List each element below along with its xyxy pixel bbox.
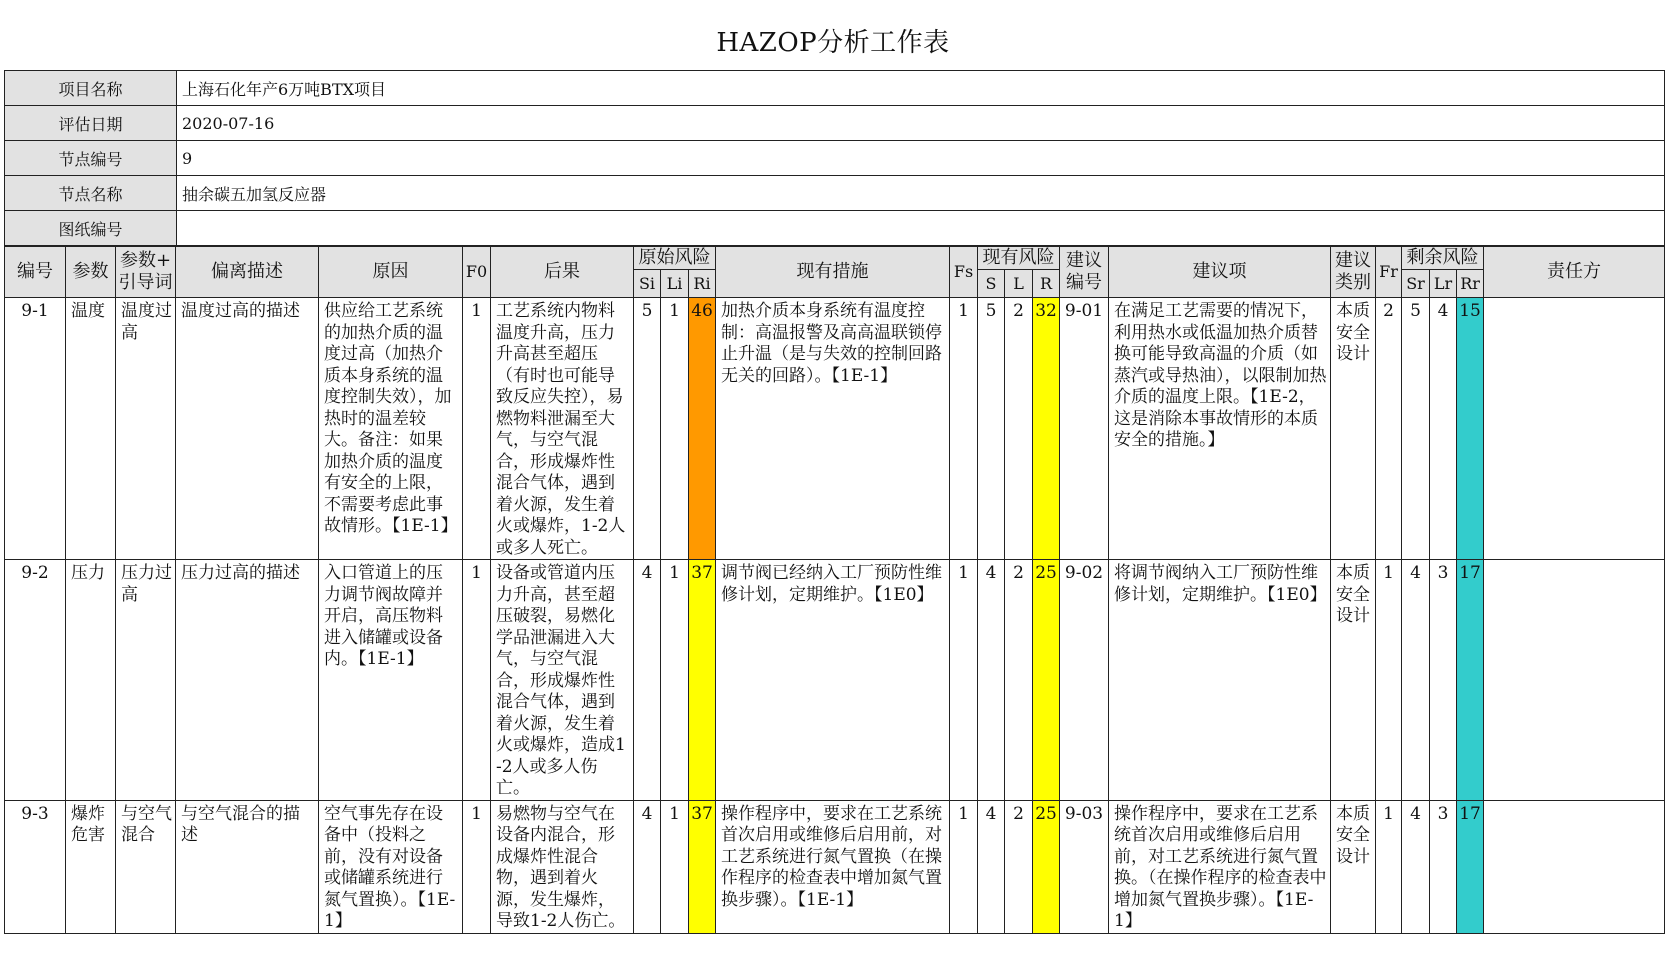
row-ri: 37	[689, 800, 716, 933]
row-guideword: 温度过高	[116, 298, 176, 560]
row-lr: 4	[1430, 298, 1457, 560]
col-recommendation-header: 建议项	[1109, 247, 1331, 298]
row-guideword: 压力过高	[116, 560, 176, 801]
row-id: 9-2	[5, 560, 66, 801]
row-param: 爆炸危害	[66, 800, 116, 933]
row-rec-type: 本质安全设计	[1331, 800, 1376, 933]
row-rr: 17	[1457, 560, 1484, 801]
col-param-header: 参数	[66, 247, 116, 298]
row-s: 5	[978, 298, 1005, 560]
hazop-analysis-table	[4, 246, 1665, 934]
row-deviation: 与空气混合的描述	[176, 800, 319, 933]
node-number-value: 9	[177, 141, 1665, 176]
row-deviation: 温度过高的描述	[176, 298, 319, 560]
row-owner	[1484, 560, 1665, 801]
row-param: 压力	[66, 560, 116, 801]
info-row	[5, 106, 1665, 141]
project-info-table	[4, 70, 1665, 246]
col-sr-header: Sr	[1402, 270, 1430, 298]
row-s: 4	[978, 560, 1005, 801]
row-rec-no: 9-03	[1060, 800, 1109, 933]
row-lr: 3	[1430, 800, 1457, 933]
node-name-value: 抽余碳五加氢反应器	[177, 176, 1665, 211]
col-owner-header: 责任方	[1484, 247, 1665, 298]
row-si: 4	[634, 800, 661, 933]
row-rec-no: 9-02	[1060, 560, 1109, 801]
col-r-header: R	[1033, 270, 1060, 298]
row-rec-type: 本质安全设计	[1331, 298, 1376, 560]
row-sr: 5	[1402, 298, 1430, 560]
row-recommendation: 将调节阀纳入工厂预防性维修计划，定期维护。【1E0】	[1109, 560, 1331, 801]
col-residual-risk-header: 剩余风险	[1402, 247, 1484, 270]
row-owner	[1484, 800, 1665, 933]
col-rec-type-header: 建议 类别	[1331, 247, 1376, 298]
row-si: 4	[634, 560, 661, 801]
row-f0: 1	[463, 298, 491, 560]
info-row	[5, 71, 1665, 106]
col-f0-header: F0	[463, 247, 491, 298]
row-recommendation: 在满足工艺需要的情况下，利用热水或低温加热介质替换可能导致高温的介质（如蒸汽或导热油），以限制加热介质的温度上限。【1E-2，这是消除本事故情形的本质安全的措施。】	[1109, 298, 1331, 560]
row-sr: 4	[1402, 800, 1430, 933]
row-si: 5	[634, 298, 661, 560]
project-name-value: 上海石化年产6万吨BTX项目	[177, 71, 1665, 106]
row-measures: 操作程序中，要求在工艺系统首次启用或维修后启用前，对工艺系统进行氮气置换（在操作程序的检查表中增加氮气置换步骤）。【1E-1】	[716, 800, 950, 933]
info-row	[5, 141, 1665, 176]
info-label: 节点名称	[5, 176, 177, 211]
col-s-header: S	[978, 270, 1005, 298]
row-li: 1	[661, 298, 689, 560]
row-f0: 1	[463, 800, 491, 933]
table-row	[5, 560, 1665, 801]
row-fs: 1	[950, 560, 978, 801]
col-guideword-header: 参数+ 引导词	[116, 247, 176, 298]
row-consequence: 设备或管道内压力升高，甚至超压破裂，易燃化学品泄漏进入大气，与空气混合，形成爆炸性混合气体，遇到着火源，发生着火或爆炸，造成1-2人或多人伤亡。	[491, 560, 634, 801]
row-fr: 2	[1376, 298, 1402, 560]
row-ri: 37	[689, 560, 716, 801]
info-label: 评估日期	[5, 106, 177, 141]
table-row	[5, 800, 1665, 933]
row-lr: 3	[1430, 560, 1457, 801]
drawing-number-value	[177, 211, 1665, 246]
table-row	[5, 298, 1665, 560]
row-consequence: 工艺系统内物料温度升高，压力升高甚至超压（有时也可能导致反应失控），易燃物料泄漏至大气，与空气混合，形成爆炸性混合气体，遇到着火源，发生着火或爆炸，1-2人或多人死亡。	[491, 298, 634, 560]
col-consequence-header: 后果	[491, 247, 634, 298]
col-si-header: Si	[634, 270, 661, 298]
row-id: 9-3	[5, 800, 66, 933]
col-measures-header: 现有措施	[716, 247, 950, 298]
row-deviation: 压力过高的描述	[176, 560, 319, 801]
row-cause: 空气事先存在设备中（投料之前，没有对设备或储罐系统进行氮气置换）。【1E-1】	[319, 800, 463, 933]
info-row	[5, 211, 1665, 246]
col-ri-header: Ri	[689, 270, 716, 298]
row-fs: 1	[950, 298, 978, 560]
row-fr: 1	[1376, 800, 1402, 933]
col-rr-header: Rr	[1457, 270, 1484, 298]
col-deviation-header: 偏离描述	[176, 247, 319, 298]
row-owner	[1484, 298, 1665, 560]
header-row	[5, 247, 1665, 270]
row-sr: 4	[1402, 560, 1430, 801]
row-rec-type: 本质安全设计	[1331, 560, 1376, 801]
row-r: 25	[1033, 800, 1060, 933]
row-recommendation: 操作程序中，要求在工艺系统首次启用或维修后启用前，对工艺系统进行氮气置换。（在操作程序的检查表中增加氮气置换步骤）。【1E-1】	[1109, 800, 1331, 933]
row-li: 1	[661, 800, 689, 933]
col-rec-no-header: 建议 编号	[1060, 247, 1109, 298]
row-ri: 46	[689, 298, 716, 560]
row-consequence: 易燃物与空气在设备内混合，形成爆炸性混合物，遇到着火源，发生爆炸，导致1-2人伤亡。	[491, 800, 634, 933]
row-measures: 调节阀已经纳入工厂预防性维修计划，定期维护。【1E0】	[716, 560, 950, 801]
col-li-header: Li	[661, 270, 689, 298]
row-rr: 17	[1457, 800, 1484, 933]
row-measures: 加热介质本身系统有温度控制：高温报警及高高温联锁停止升温（是与失效的控制回路无关的回路）。【1E-1】	[716, 298, 950, 560]
page-title: HAZOP分析工作表	[716, 28, 950, 58]
row-l: 2	[1005, 298, 1033, 560]
col-fr-header: Fr	[1376, 247, 1402, 298]
hazop-worksheet	[4, 70, 1665, 954]
row-param: 温度	[66, 298, 116, 560]
row-r: 32	[1033, 298, 1060, 560]
row-l: 2	[1005, 560, 1033, 801]
row-guideword: 与空气混合	[116, 800, 176, 933]
col-current-risk-header: 现有风险	[978, 247, 1060, 270]
row-cause: 入口管道上的压力调节阀故障并开启，高压物料进入储罐或设备内。【1E-1】	[319, 560, 463, 801]
col-lr-header: Lr	[1430, 270, 1457, 298]
info-row	[5, 176, 1665, 211]
col-fs-header: Fs	[950, 247, 978, 298]
col-l-header: L	[1005, 270, 1033, 298]
row-rec-no: 9-01	[1060, 298, 1109, 560]
row-r: 25	[1033, 560, 1060, 801]
col-original-risk-header: 原始风险	[634, 247, 716, 270]
info-label: 图纸编号	[5, 211, 177, 246]
row-fs: 1	[950, 800, 978, 933]
assessment-date-value: 2020-07-16	[177, 106, 1665, 141]
row-f0: 1	[463, 560, 491, 801]
row-s: 4	[978, 800, 1005, 933]
row-id: 9-1	[5, 298, 66, 560]
info-label: 项目名称	[5, 71, 177, 106]
row-fr: 1	[1376, 560, 1402, 801]
row-rr: 15	[1457, 298, 1484, 560]
col-cause-header: 原因	[319, 247, 463, 298]
col-id-header: 编号	[5, 247, 66, 298]
row-l: 2	[1005, 800, 1033, 933]
row-li: 1	[661, 560, 689, 801]
info-label: 节点编号	[5, 141, 177, 176]
row-cause: 供应给工艺系统的加热介质的温度过高（加热介质本身系统的温度控制失效），加热时的温差较大。备注：如果加热介质的温度有安全的上限，不需要考虑此事故情形。【1E-1】	[319, 298, 463, 560]
